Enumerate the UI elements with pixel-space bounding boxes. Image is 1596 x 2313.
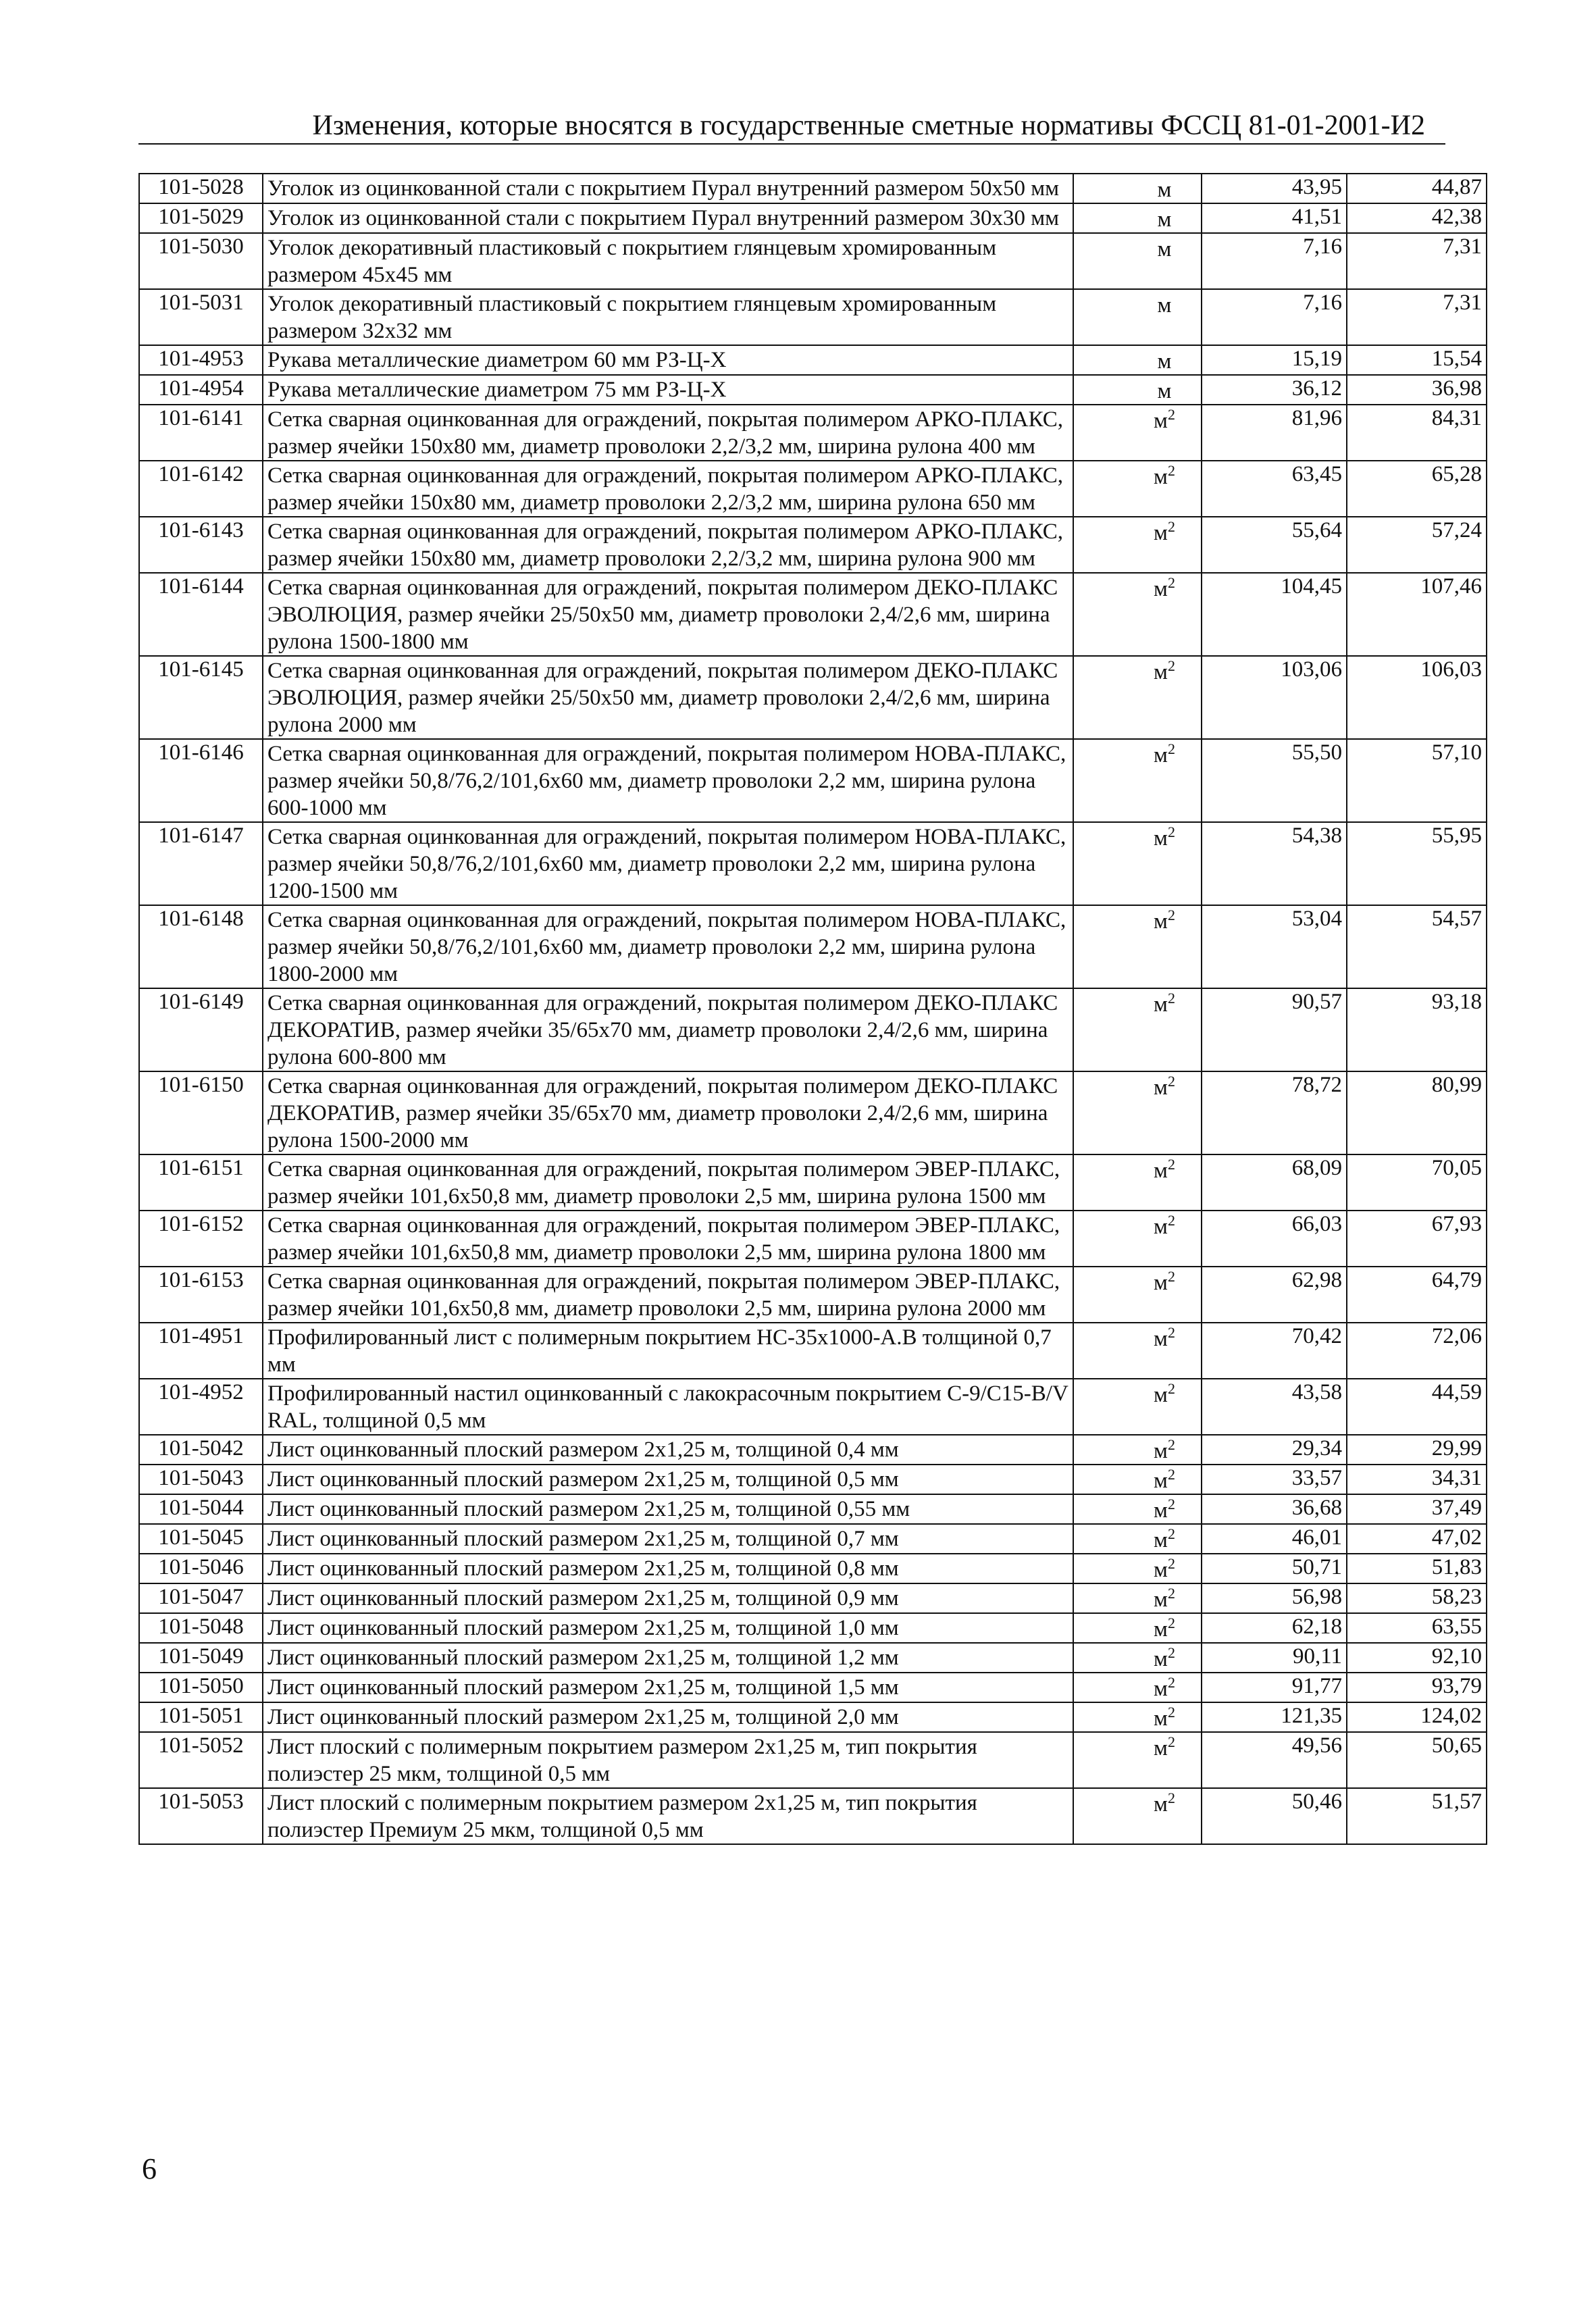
row-unit (1073, 1524, 1202, 1554)
row-unit (1073, 1465, 1202, 1494)
row-price-2: 57,24 (1347, 517, 1487, 573)
row-price-1: 36,68 (1202, 1494, 1347, 1524)
row-unit (1073, 656, 1202, 739)
row-price-1: 55,64 (1202, 517, 1347, 573)
row-price-1: 66,03 (1202, 1211, 1347, 1267)
row-unit-exponent: 2 (1167, 1733, 1175, 1750)
row-unit (1073, 203, 1202, 233)
row-price-2: 72,06 (1347, 1323, 1487, 1379)
row-unit-base: м (1154, 1469, 1168, 1493)
row-name: Профилированный лист с полимерным покрытием НС-35x1000-А.В толщиной 0,7 мм (263, 1323, 1073, 1379)
row-unit (1073, 1494, 1202, 1524)
row-unit-exponent: 2 (1167, 1585, 1175, 1602)
row-price-2: 70,05 (1347, 1154, 1487, 1211)
row-unit-base: м (1154, 465, 1168, 489)
row-unit (1073, 289, 1202, 345)
row-unit-base: м (1154, 577, 1168, 601)
row-name: Лист оцинкованный плоский размером 2x1,25 м, толщиной 0,5 мм (263, 1465, 1073, 1494)
price-table (138, 173, 1487, 1845)
document-header (138, 108, 1445, 145)
row-code: 101-5044 (139, 1494, 263, 1524)
row-unit-base: м (1154, 1439, 1168, 1463)
row-name: Сетка сварная оцинкованная для ограждений, покрытая полимером АРКО-ПЛАКС, размер ячейки 150x80 мм, диаметр проволоки 2,2/3,2 мм, ширина рулона 900 мм (263, 517, 1073, 573)
row-price-2: 34,31 (1347, 1465, 1487, 1494)
row-unit-exponent: 2 (1167, 462, 1175, 479)
table-row (139, 1524, 1487, 1554)
table-row (139, 461, 1487, 517)
row-name: Лист плоский с полимерным покрытием размером 2x1,25 м, тип покрытия полиэстер Премиум 25 мкм, толщиной 0,5 мм (263, 1788, 1073, 1844)
row-price-2: 107,46 (1347, 573, 1487, 656)
row-code: 101-5052 (139, 1732, 263, 1788)
row-unit-text (1158, 205, 1172, 232)
row-name: Уголок декоративный пластиковый с покрытием глянцевым хромированным размером 45x45 мм (263, 233, 1073, 289)
row-unit-base: м (1157, 379, 1172, 403)
row-unit-base: м (1154, 1706, 1168, 1731)
row-unit-exponent: 2 (1167, 1615, 1175, 1631)
row-unit (1073, 517, 1202, 573)
table-row (139, 905, 1487, 988)
row-price-1: 56,98 (1202, 1583, 1347, 1613)
row-unit-text (1154, 1644, 1175, 1672)
row-price-2: 51,83 (1347, 1554, 1487, 1583)
table-row (139, 1788, 1487, 1844)
row-unit-base: м (1154, 1558, 1168, 1582)
row-unit-base: м (1157, 207, 1172, 232)
row-name: Лист оцинкованный плоский размером 2x1,25 м, толщиной 1,5 мм (263, 1673, 1073, 1702)
row-price-1: 62,18 (1202, 1613, 1347, 1643)
row-unit-exponent: 2 (1167, 740, 1175, 757)
row-code: 101-6149 (139, 988, 263, 1071)
row-name: Сетка сварная оцинкованная для ограждений, покрытая полимером ДЕКО-ПЛАКС ЭВОЛЮЦИЯ, размер ячейки 25/50x50 мм, диаметр проволоки 2,4/2,6 мм, ширина рулона 1500-1800 мм (263, 573, 1073, 656)
row-unit-base: м (1154, 1792, 1168, 1816)
row-name: Лист плоский с полимерным покрытием размером 2x1,25 м, тип покрытия полиэстер 25 мкм, толщиной 0,5 мм (263, 1732, 1073, 1788)
row-unit (1073, 822, 1202, 905)
row-price-2: 36,98 (1347, 375, 1487, 405)
row-price-2: 29,99 (1347, 1435, 1487, 1465)
row-price-1: 70,42 (1202, 1323, 1347, 1379)
row-unit (1073, 1673, 1202, 1702)
row-price-2: 106,03 (1347, 656, 1487, 739)
row-unit-exponent: 2 (1167, 1466, 1175, 1483)
table-row (139, 1673, 1487, 1702)
row-name: Сетка сварная оцинкованная для ограждений, покрытая полимером НОВА-ПЛАКС, размер ячейки 50,8/76,2/101,6x60 мм, диаметр проволоки 2,2 мм, ширина рулона 1800-2000 мм (263, 905, 1073, 988)
row-name: Лист оцинкованный плоский размером 2x1,25 м, толщиной 0,8 мм (263, 1554, 1073, 1583)
row-price-2: 44,87 (1347, 174, 1487, 203)
row-unit-text (1154, 1324, 1175, 1352)
row-code: 101-5028 (139, 174, 263, 203)
row-name: Сетка сварная оцинкованная для ограждений, покрытая полимером ЭВЕР-ПЛАКС, размер ячейки 101,6x50,8 мм, диаметр проволоки 2,5 мм, ширина рулона 1800 мм (263, 1211, 1073, 1267)
table-row (139, 1154, 1487, 1211)
row-price-2: 50,65 (1347, 1732, 1487, 1788)
row-name: Рукава металлические диаметром 75 мм РЗ-Ц-Х (263, 375, 1073, 405)
row-unit-text (1154, 406, 1175, 434)
row-unit (1073, 1732, 1202, 1788)
row-unit-base: м (1154, 743, 1168, 767)
row-unit-base: м (1157, 349, 1172, 374)
row-unit-base: м (1154, 1383, 1168, 1407)
row-unit-text (1154, 907, 1175, 934)
row-price-2: 64,79 (1347, 1267, 1487, 1323)
row-unit-text (1154, 990, 1175, 1017)
row-code: 101-4953 (139, 345, 263, 375)
table-row (139, 405, 1487, 461)
row-price-1: 41,51 (1202, 203, 1347, 233)
row-unit-base: м (1154, 409, 1168, 433)
row-price-2: 65,28 (1347, 461, 1487, 517)
row-unit-exponent: 2 (1167, 1644, 1175, 1661)
table-row (139, 1465, 1487, 1494)
price-table-body (139, 174, 1487, 1844)
row-price-1: 121,35 (1202, 1702, 1347, 1732)
row-unit-base: м (1154, 1271, 1168, 1295)
row-unit-base: м (1154, 660, 1168, 684)
row-unit-base: м (1154, 1215, 1168, 1239)
row-unit-exponent: 2 (1167, 1704, 1175, 1721)
row-unit-exponent: 2 (1167, 574, 1175, 591)
row-code: 101-5045 (139, 1524, 263, 1554)
row-unit-text (1158, 376, 1172, 404)
table-row (139, 656, 1487, 739)
row-unit (1073, 1154, 1202, 1211)
row-unit-text (1154, 1789, 1175, 1817)
row-name: Уголок из оцинкованной стали с покрытием Пурал внутренний размером 30x30 мм (263, 203, 1073, 233)
row-unit (1073, 1583, 1202, 1613)
row-unit-text (1154, 1380, 1175, 1408)
row-unit-base: м (1154, 1587, 1168, 1612)
row-unit-text (1154, 1733, 1175, 1761)
row-unit (1073, 461, 1202, 517)
row-unit-exponent: 2 (1167, 1555, 1175, 1572)
row-price-2: 63,55 (1347, 1613, 1487, 1643)
row-unit-exponent: 2 (1167, 907, 1175, 923)
row-unit-text (1154, 740, 1175, 768)
row-unit-exponent: 2 (1167, 1380, 1175, 1397)
row-unit-text (1154, 1466, 1175, 1494)
row-price-1: 43,58 (1202, 1379, 1347, 1435)
row-price-1: 54,38 (1202, 822, 1347, 905)
row-code: 101-5042 (139, 1435, 263, 1465)
row-unit-base: м (1157, 237, 1172, 261)
row-price-1: 7,16 (1202, 233, 1347, 289)
row-name: Сетка сварная оцинкованная для ограждений, покрытая полимером ДЕКО-ПЛАКС ДЕКОРАТИВ, размер ячейки 35/65x70 мм, диаметр проволоки 2,4/2,6 мм, ширина рулона 1500-2000 мм (263, 1071, 1073, 1154)
row-price-2: 55,95 (1347, 822, 1487, 905)
row-unit-text (1154, 1436, 1175, 1464)
row-code: 101-4952 (139, 1379, 263, 1435)
row-unit (1073, 1211, 1202, 1267)
row-unit (1073, 1554, 1202, 1583)
table-row (139, 1071, 1487, 1154)
row-name: Сетка сварная оцинкованная для ограждений, покрытая полимером АРКО-ПЛАКС, размер ячейки 150x80 мм, диаметр проволоки 2,2/3,2 мм, ширина рулона 650 мм (263, 461, 1073, 517)
row-unit-exponent: 2 (1167, 1073, 1175, 1090)
row-price-2: 42,38 (1347, 203, 1487, 233)
row-unit (1073, 345, 1202, 375)
row-unit-text (1154, 1704, 1175, 1731)
row-name: Сетка сварная оцинкованная для ограждений, покрытая полимером ЭВЕР-ПЛАКС, размер ячейки 101,6x50,8 мм, диаметр проволоки 2,5 мм, ширина рулона 2000 мм (263, 1267, 1073, 1323)
row-name: Лист оцинкованный плоский размером 2x1,25 м, толщиной 1,0 мм (263, 1613, 1073, 1643)
row-name: Профилированный настил оцинкованный с лакокрасочным покрытием С-9/С15-В/V RAL, толщиной 0,5 мм (263, 1379, 1073, 1435)
row-unit-exponent: 2 (1167, 1212, 1175, 1229)
row-name: Лист оцинкованный плоский размером 2x1,25 м, толщиной 2,0 мм (263, 1702, 1073, 1732)
row-unit-text (1154, 1496, 1175, 1523)
row-code: 101-5049 (139, 1643, 263, 1673)
row-unit-text (1154, 1156, 1175, 1184)
row-unit-base: м (1154, 521, 1168, 545)
row-unit-base: м (1154, 1159, 1168, 1183)
row-name: Сетка сварная оцинкованная для ограждений, покрытая полимером ЭВЕР-ПЛАКС, размер ячейки 101,6x50,8 мм, диаметр проволоки 2,5 мм, ширина рулона 1500 мм (263, 1154, 1073, 1211)
row-price-2: 124,02 (1347, 1702, 1487, 1732)
row-unit-base: м (1154, 992, 1168, 1017)
row-price-1: 103,06 (1202, 656, 1347, 739)
row-unit (1073, 739, 1202, 822)
row-unit-text (1154, 574, 1175, 602)
row-name: Сетка сварная оцинкованная для ограждений, покрытая полимером ДЕКО-ПЛАКС ЭВОЛЮЦИЯ, размер ячейки 25/50x50 мм, диаметр проволоки 2,4/2,6 мм, ширина рулона 2000 мм (263, 656, 1073, 739)
row-unit-base: м (1154, 909, 1168, 934)
row-unit (1073, 1323, 1202, 1379)
row-price-1: 90,11 (1202, 1643, 1347, 1673)
row-unit-base: м (1157, 178, 1172, 202)
row-unit (1073, 1788, 1202, 1844)
row-price-2: 58,23 (1347, 1583, 1487, 1613)
row-price-1: 15,19 (1202, 345, 1347, 375)
table-row (139, 1379, 1487, 1435)
row-unit (1073, 1267, 1202, 1323)
row-name: Лист оцинкованный плоский размером 2x1,25 м, толщиной 1,2 мм (263, 1643, 1073, 1673)
row-price-1: 50,71 (1202, 1554, 1347, 1583)
row-price-1: 7,16 (1202, 289, 1347, 345)
row-unit (1073, 1702, 1202, 1732)
row-price-2: 15,54 (1347, 345, 1487, 375)
row-name: Лист оцинкованный плоский размером 2x1,25 м, толщиной 0,4 мм (263, 1435, 1073, 1465)
row-price-2: 80,99 (1347, 1071, 1487, 1154)
row-unit (1073, 1435, 1202, 1465)
table-row (139, 203, 1487, 233)
row-price-2: 84,31 (1347, 405, 1487, 461)
row-code: 101-5048 (139, 1613, 263, 1643)
row-unit-base: м (1154, 1736, 1168, 1760)
row-unit-text (1154, 1674, 1175, 1702)
row-name: Лист оцинкованный плоский размером 2x1,25 м, толщиной 0,55 мм (263, 1494, 1073, 1524)
row-unit-text (1154, 1615, 1175, 1642)
table-row (139, 1435, 1487, 1465)
table-row (139, 739, 1487, 822)
table-row (139, 822, 1487, 905)
row-unit-exponent: 2 (1167, 1436, 1175, 1453)
table-row (139, 174, 1487, 203)
table-row (139, 1494, 1487, 1524)
row-unit-exponent: 2 (1167, 1156, 1175, 1173)
row-code: 101-6144 (139, 573, 263, 656)
page-number: 6 (142, 2152, 157, 2185)
row-code: 101-5047 (139, 1583, 263, 1613)
table-row (139, 289, 1487, 345)
row-price-1: 55,50 (1202, 739, 1347, 822)
row-price-1: 91,77 (1202, 1673, 1347, 1702)
row-unit-text (1158, 234, 1172, 262)
row-unit-base: м (1154, 1617, 1168, 1642)
row-unit-exponent: 2 (1167, 1268, 1175, 1285)
row-unit-text (1154, 1073, 1175, 1100)
row-unit (1073, 233, 1202, 289)
row-price-2: 54,57 (1347, 905, 1487, 988)
row-unit-base: м (1154, 826, 1168, 850)
row-price-1: 90,57 (1202, 988, 1347, 1071)
row-name: Сетка сварная оцинкованная для ограждений, покрытая полимером АРКО-ПЛАКС, размер ячейки 150x80 мм, диаметр проволоки 2,2/3,2 мм, ширина рулона 400 мм (263, 405, 1073, 461)
row-code: 101-5031 (139, 289, 263, 345)
row-code: 101-6153 (139, 1267, 263, 1323)
row-price-1: 104,45 (1202, 573, 1347, 656)
row-name: Сетка сварная оцинкованная для ограждений, покрытая полимером НОВА-ПЛАКС, размер ячейки 50,8/76,2/101,6x60 мм, диаметр проволоки 2,2 мм, ширина рулона 600-1000 мм (263, 739, 1073, 822)
row-price-1: 43,95 (1202, 174, 1347, 203)
row-unit (1073, 988, 1202, 1071)
row-unit-exponent: 2 (1167, 1525, 1175, 1542)
row-name: Рукава металлические диаметром 60 мм РЗ-Ц-Х (263, 345, 1073, 375)
row-unit-exponent: 2 (1167, 406, 1175, 423)
row-code: 101-6151 (139, 1154, 263, 1211)
row-unit (1073, 1613, 1202, 1643)
row-unit-text (1158, 175, 1172, 203)
row-unit-exponent: 2 (1167, 518, 1175, 535)
row-unit-base: м (1157, 293, 1172, 317)
row-unit-text (1154, 462, 1175, 490)
row-code: 101-6145 (139, 656, 263, 739)
row-price-1: 63,45 (1202, 461, 1347, 517)
row-code: 101-6152 (139, 1211, 263, 1267)
row-unit-base: м (1154, 1528, 1168, 1552)
row-unit-exponent: 2 (1167, 1324, 1175, 1341)
row-unit (1073, 1071, 1202, 1154)
table-row (139, 988, 1487, 1071)
row-unit-text (1158, 290, 1172, 318)
table-row (139, 1613, 1487, 1643)
row-code: 101-5050 (139, 1673, 263, 1702)
row-price-1: 33,57 (1202, 1465, 1347, 1494)
row-price-1: 29,34 (1202, 1435, 1347, 1465)
table-row (139, 375, 1487, 405)
row-price-2: 67,93 (1347, 1211, 1487, 1267)
row-price-2: 47,02 (1347, 1524, 1487, 1554)
row-unit (1073, 573, 1202, 656)
row-name: Сетка сварная оцинкованная для ограждений, покрытая полимером НОВА-ПЛАКС, размер ячейки 50,8/76,2/101,6x60 мм, диаметр проволоки 2,2 мм, ширина рулона 1200-1500 мм (263, 822, 1073, 905)
row-code: 101-6146 (139, 739, 263, 822)
row-name: Уголок декоративный пластиковый с покрытием глянцевым хромированным размером 32x32 мм (263, 289, 1073, 345)
row-code: 101-5046 (139, 1554, 263, 1583)
row-price-2: 93,18 (1347, 988, 1487, 1071)
row-unit (1073, 905, 1202, 988)
table-row (139, 573, 1487, 656)
row-price-2: 7,31 (1347, 233, 1487, 289)
row-price-1: 78,72 (1202, 1071, 1347, 1154)
table-row (139, 1267, 1487, 1323)
row-code: 101-5051 (139, 1702, 263, 1732)
row-unit-text (1154, 1212, 1175, 1240)
row-unit-base: м (1154, 1677, 1168, 1701)
row-price-1: 62,98 (1202, 1267, 1347, 1323)
row-price-2: 37,49 (1347, 1494, 1487, 1524)
row-unit (1073, 174, 1202, 203)
row-name: Лист оцинкованный плоский размером 2x1,25 м, толщиной 0,7 мм (263, 1524, 1073, 1554)
row-name: Лист оцинкованный плоский размером 2x1,25 м, толщиной 0,9 мм (263, 1583, 1073, 1613)
row-unit-exponent: 2 (1167, 1496, 1175, 1513)
table-row (139, 345, 1487, 375)
row-code: 101-6147 (139, 822, 263, 905)
row-unit-exponent: 2 (1167, 823, 1175, 840)
row-code: 101-6143 (139, 517, 263, 573)
row-code: 101-5029 (139, 203, 263, 233)
row-unit (1073, 375, 1202, 405)
row-price-1: 46,01 (1202, 1524, 1347, 1554)
row-unit-exponent: 2 (1167, 1674, 1175, 1691)
table-row (139, 1323, 1487, 1379)
row-unit-text (1154, 1268, 1175, 1296)
row-unit (1073, 1643, 1202, 1673)
row-price-2: 51,57 (1347, 1788, 1487, 1844)
table-row (139, 233, 1487, 289)
row-code: 101-5043 (139, 1465, 263, 1494)
row-unit-text (1154, 823, 1175, 851)
row-unit-text (1154, 1525, 1175, 1553)
row-unit-text (1154, 1585, 1175, 1612)
row-unit-base: м (1154, 1327, 1168, 1351)
table-row (139, 1643, 1487, 1673)
row-unit-text (1154, 657, 1175, 685)
row-unit-text (1158, 347, 1172, 374)
row-price-1: 49,56 (1202, 1732, 1347, 1788)
row-unit-base: м (1154, 1075, 1168, 1100)
row-code: 101-6141 (139, 405, 263, 461)
table-row (139, 1702, 1487, 1732)
row-price-1: 68,09 (1202, 1154, 1347, 1211)
row-price-1: 53,04 (1202, 905, 1347, 988)
row-price-2: 7,31 (1347, 289, 1487, 345)
row-unit-exponent: 2 (1167, 657, 1175, 674)
row-code: 101-4954 (139, 375, 263, 405)
row-code: 101-5053 (139, 1788, 263, 1844)
row-unit-exponent: 2 (1167, 990, 1175, 1007)
row-price-2: 93,79 (1347, 1673, 1487, 1702)
row-unit-base: м (1154, 1498, 1168, 1523)
row-price-1: 36,12 (1202, 375, 1347, 405)
row-code: 101-5030 (139, 233, 263, 289)
table-row (139, 1732, 1487, 1788)
row-code: 101-6148 (139, 905, 263, 988)
row-name: Уголок из оцинкованной стали с покрытием Пурал внутренний размером 50x50 мм (263, 174, 1073, 203)
table-row (139, 1211, 1487, 1267)
row-unit-text (1154, 518, 1175, 546)
table-row (139, 517, 1487, 573)
row-price-2: 57,10 (1347, 739, 1487, 822)
table-row (139, 1554, 1487, 1583)
row-unit-base: м (1154, 1647, 1168, 1671)
row-code: 101-6150 (139, 1071, 263, 1154)
table-row (139, 1583, 1487, 1613)
row-price-1: 81,96 (1202, 405, 1347, 461)
row-price-2: 44,59 (1347, 1379, 1487, 1435)
header-title: Изменения, которые вносятся в государственные сметные нормативы ФССЦ 81-01-2001-И2 (312, 110, 1425, 141)
row-name: Сетка сварная оцинкованная для ограждений, покрытая полимером ДЕКО-ПЛАКС ДЕКОРАТИВ, размер ячейки 35/65x70 мм, диаметр проволоки 2,4/2,6 мм, ширина рулона 600-800 мм (263, 988, 1073, 1071)
row-unit-exponent: 2 (1167, 1789, 1175, 1806)
row-price-1: 50,46 (1202, 1788, 1347, 1844)
row-unit (1073, 1379, 1202, 1435)
row-code: 101-4951 (139, 1323, 263, 1379)
row-unit-text (1154, 1555, 1175, 1583)
row-unit (1073, 405, 1202, 461)
row-price-2: 92,10 (1347, 1643, 1487, 1673)
row-code: 101-6142 (139, 461, 263, 517)
